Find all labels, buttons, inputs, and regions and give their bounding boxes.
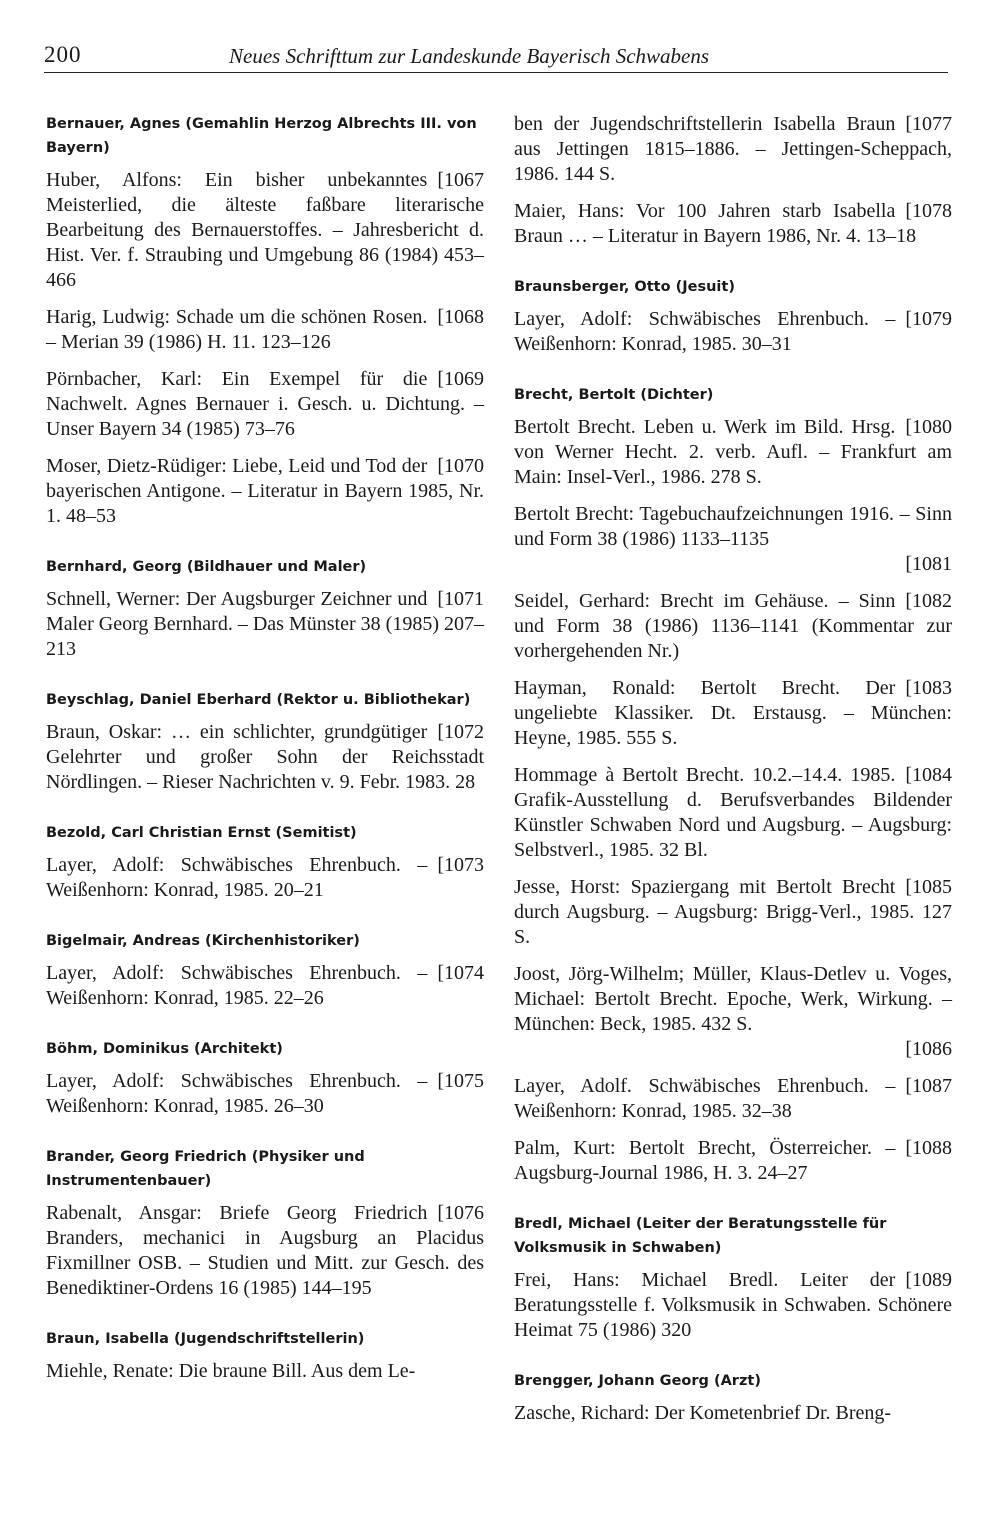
entry-number: [1088 bbox=[905, 1137, 952, 1159]
bibliography-entry bbox=[514, 415, 952, 490]
entry-number: [1080 bbox=[905, 416, 952, 438]
entry-text: Huber, Alfons: Ein bisher unbekanntes Meisterlied, die älteste faßbare literarische Bearbeitung des Bernauerstoffes. – Jahresbericht d. Hist. Ver. f. Straubing und Umgebung 86 (1984) 453–466 bbox=[46, 169, 484, 291]
bibliography-entry bbox=[46, 305, 484, 355]
bibliography-entry bbox=[514, 112, 952, 187]
left-column bbox=[46, 112, 484, 1396]
bibliography-entry bbox=[514, 199, 952, 249]
subject-group bbox=[46, 688, 484, 795]
bibliography-entry bbox=[46, 367, 484, 442]
entry-text: Zasche, Richard: Der Kometenbrief Dr. Breng- bbox=[514, 1402, 892, 1424]
subject-group bbox=[514, 383, 952, 1186]
subject-heading: Bigelmair, Andreas (Kirchenhistoriker) bbox=[46, 933, 360, 949]
bibliography-entry bbox=[514, 1401, 952, 1426]
entry-number: [1085 bbox=[905, 876, 952, 898]
entry-text: Schnell, Werner: Der Augsburger Zeichner und Maler Georg Bernhard. – Das Münster 38 (1985) 207–213 bbox=[46, 588, 484, 660]
subject-group bbox=[46, 1145, 484, 1301]
subject-group bbox=[46, 555, 484, 662]
entry-text: Layer, Adolf. Schwäbisches Ehrenbuch. – Weißenhorn: Konrad, 1985. 32–38 bbox=[514, 1075, 896, 1122]
right-column bbox=[514, 112, 952, 1438]
entry-number: [1067 bbox=[437, 169, 484, 191]
entry-text: Moser, Dietz-Rüdiger: Liebe, Leid und Tod der bayerischen Antigone. – Literatur in Bayern 1985, Nr. 1. 48–53 bbox=[46, 455, 484, 527]
entry-text: ben der Jugendschriftstellerin Isabella Braun aus Jettingen 1815–1886. – Jettingen-Scheppach, 1986. 144 S. bbox=[514, 113, 952, 185]
entry-text: Layer, Adolf: Schwäbisches Ehrenbuch. – Weißenhorn: Konrad, 1985. 30–31 bbox=[514, 308, 896, 355]
bibliography-entry bbox=[514, 1268, 952, 1343]
entry-text: Bertolt Brecht. Leben u. Werk im Bild. Hrsg. von Werner Hecht. 2. verb. Aufl. – Frankfurt am Main: Insel-Verl., 1986. 278 S. bbox=[514, 416, 952, 488]
entry-number: [1069 bbox=[437, 368, 484, 390]
entry-text: Hayman, Ronald: Bertolt Brecht. Der ungeliebte Klassiker. Dt. Erstausg. – München: Heyne, 1985. 555 S. bbox=[514, 677, 952, 749]
bibliography-entry bbox=[514, 307, 952, 357]
bibliography-entry bbox=[514, 763, 952, 863]
entry-number: [1074 bbox=[437, 962, 484, 984]
entry-number: [1089 bbox=[905, 1269, 952, 1291]
subject-heading: Brengger, Johann Georg (Arzt) bbox=[514, 1373, 761, 1389]
running-title: Neues Schrifttum zur Landeskunde Bayerisch Schwabens bbox=[229, 44, 710, 68]
bibliography-entry bbox=[514, 875, 952, 950]
subject-group bbox=[514, 112, 952, 249]
entry-number: [1086 bbox=[905, 1038, 952, 1060]
bibliography-entry bbox=[514, 502, 952, 577]
entry-number: [1072 bbox=[437, 721, 484, 743]
entry-text: Braun, Oskar: … ein schlichter, grundgütiger Gelehrter und großer Sohn der Reichsstadt Nördlingen. – Rieser Nachrichten v. 9. Febr. 1983. 28 bbox=[46, 721, 484, 793]
entry-number: [1078 bbox=[905, 200, 952, 222]
entry-text: Palm, Kurt: Bertolt Brecht, Österreicher. – Augsburg-Journal 1986, H. 3. 24–27 bbox=[514, 1137, 896, 1184]
entry-number: [1081 bbox=[905, 553, 952, 575]
subject-group bbox=[514, 275, 952, 357]
entry-number: [1075 bbox=[437, 1070, 484, 1092]
subject-heading: Bernhard, Georg (Bildhauer und Maler) bbox=[46, 559, 367, 575]
entry-text: Layer, Adolf: Schwäbisches Ehrenbuch. – Weißenhorn: Konrad, 1985. 22–26 bbox=[46, 962, 428, 1009]
subject-heading: Braun, Isabella (Jugendschriftstellerin) bbox=[46, 1331, 365, 1347]
entry-number: [1077 bbox=[905, 113, 952, 135]
entry-text: Layer, Adolf: Schwäbisches Ehrenbuch. – Weißenhorn: Konrad, 1985. 20–21 bbox=[46, 854, 428, 901]
page-header bbox=[44, 40, 948, 73]
entry-number: [1076 bbox=[437, 1202, 484, 1224]
subject-group bbox=[46, 1037, 484, 1119]
entry-number: [1083 bbox=[905, 677, 952, 699]
bibliography-entry bbox=[514, 962, 952, 1062]
entry-text: Hommage à Bertolt Brecht. 10.2.–14.4. 1985. Grafik-Ausstellung d. Berufsverbandes Bildender Künstler Schwaben Nord und Augsburg. – Augsburg: Selbstverl., 1985. 32 Bl. bbox=[514, 764, 952, 861]
bibliography-entry bbox=[46, 1359, 484, 1384]
subject-heading: Böhm, Dominikus (Architekt) bbox=[46, 1041, 283, 1057]
entry-number: [1087 bbox=[905, 1075, 952, 1097]
entry-number: [1070 bbox=[437, 455, 484, 477]
entry-text: Harig, Ludwig: Schade um die schönen Rosen. – Merian 39 (1986) H. 11. 123–126 bbox=[46, 306, 428, 353]
subject-group bbox=[46, 112, 484, 529]
entry-text: Layer, Adolf: Schwäbisches Ehrenbuch. – Weißenhorn: Konrad, 1985. 26–30 bbox=[46, 1070, 428, 1117]
bibliography-entry bbox=[46, 720, 484, 795]
entry-number: [1068 bbox=[437, 306, 484, 328]
entry-text: Seidel, Gerhard: Brecht im Gehäuse. – Sinn und Form 38 (1986) 1136–1141 (Kommentar zur vorhergehenden Nr.) bbox=[514, 590, 952, 662]
subject-heading: Beyschlag, Daniel Eberhard (Rektor u. Bibliothekar) bbox=[46, 692, 471, 708]
subject-heading: Bernauer, Agnes (Gemahlin Herzog Albrechts III. von Bayern) bbox=[46, 116, 477, 156]
entry-text: Miehle, Renate: Die braune Bill. Aus dem Le- bbox=[46, 1360, 416, 1382]
bibliography-entry bbox=[46, 853, 484, 903]
subject-heading: Brecht, Bertolt (Dichter) bbox=[514, 387, 714, 403]
entry-number: [1082 bbox=[905, 590, 952, 612]
bibliography-entry bbox=[46, 587, 484, 662]
entry-number: [1079 bbox=[905, 308, 952, 330]
bibliography-entry bbox=[46, 1201, 484, 1301]
bibliography-entry bbox=[46, 454, 484, 529]
bibliography-entry bbox=[514, 1074, 952, 1124]
subject-group bbox=[46, 1327, 484, 1384]
subject-heading: Bredl, Michael (Leiter der Beratungsstelle für Volksmusik in Schwaben) bbox=[514, 1216, 887, 1256]
bibliography-entry bbox=[514, 589, 952, 664]
entry-text: Rabenalt, Ansgar: Briefe Georg Friedrich Branders, mechanici in Augsburg an Placidus Fixmillner OSB. – Studien und Mitt. zur Gesch. des Benediktiner-Ordens 16 (1985) 144–195 bbox=[46, 1202, 484, 1299]
subject-heading: Bezold, Carl Christian Ernst (Semitist) bbox=[46, 825, 357, 841]
entry-text: Joost, Jörg-Wilhelm; Müller, Klaus-Detlev u. Voges, Michael: Bertolt Brecht. Epoche, Werk, Wirkung. – München: Beck, 1985. 432 S. bbox=[514, 963, 952, 1035]
bibliography-entry bbox=[514, 1136, 952, 1186]
bibliography-entry bbox=[46, 1069, 484, 1119]
entry-number: [1071 bbox=[437, 588, 484, 610]
bibliography-entry bbox=[46, 168, 484, 293]
entry-text: Frei, Hans: Michael Bredl. Leiter der Beratungsstelle f. Volksmusik in Schwaben. Schönere Heimat 75 (1986) 320 bbox=[514, 1269, 952, 1341]
entry-text: Bertolt Brecht: Tagebuchaufzeichnungen 1916. – Sinn und Form 38 (1986) 1133–1135 bbox=[514, 503, 952, 550]
subject-group bbox=[46, 821, 484, 903]
bibliography-entry bbox=[46, 961, 484, 1011]
entry-text: Pörnbacher, Karl: Ein Exempel für die Nachwelt. Agnes Bernauer i. Gesch. u. Dichtung. – Unser Bayern 34 (1985) 73–76 bbox=[46, 368, 484, 440]
entry-text: Maier, Hans: Vor 100 Jahren starb Isabella Braun … – Literatur in Bayern 1986, Nr. 4. 13–18 bbox=[514, 200, 917, 247]
bibliography-entry bbox=[514, 676, 952, 751]
entry-number: [1073 bbox=[437, 854, 484, 876]
subject-group bbox=[46, 929, 484, 1011]
entry-number: [1084 bbox=[905, 764, 952, 786]
page-number: 200 bbox=[44, 42, 82, 67]
subject-heading: Braunsberger, Otto (Jesuit) bbox=[514, 279, 735, 295]
subject-group bbox=[514, 1212, 952, 1343]
subject-heading: Brander, Georg Friedrich (Physiker und Instrumentenbauer) bbox=[46, 1149, 365, 1189]
subject-group bbox=[514, 1369, 952, 1426]
entry-text: Jesse, Horst: Spaziergang mit Bertolt Brecht durch Augsburg. – Augsburg: Brigg-Verl., 1985. 127 S. bbox=[514, 876, 952, 948]
